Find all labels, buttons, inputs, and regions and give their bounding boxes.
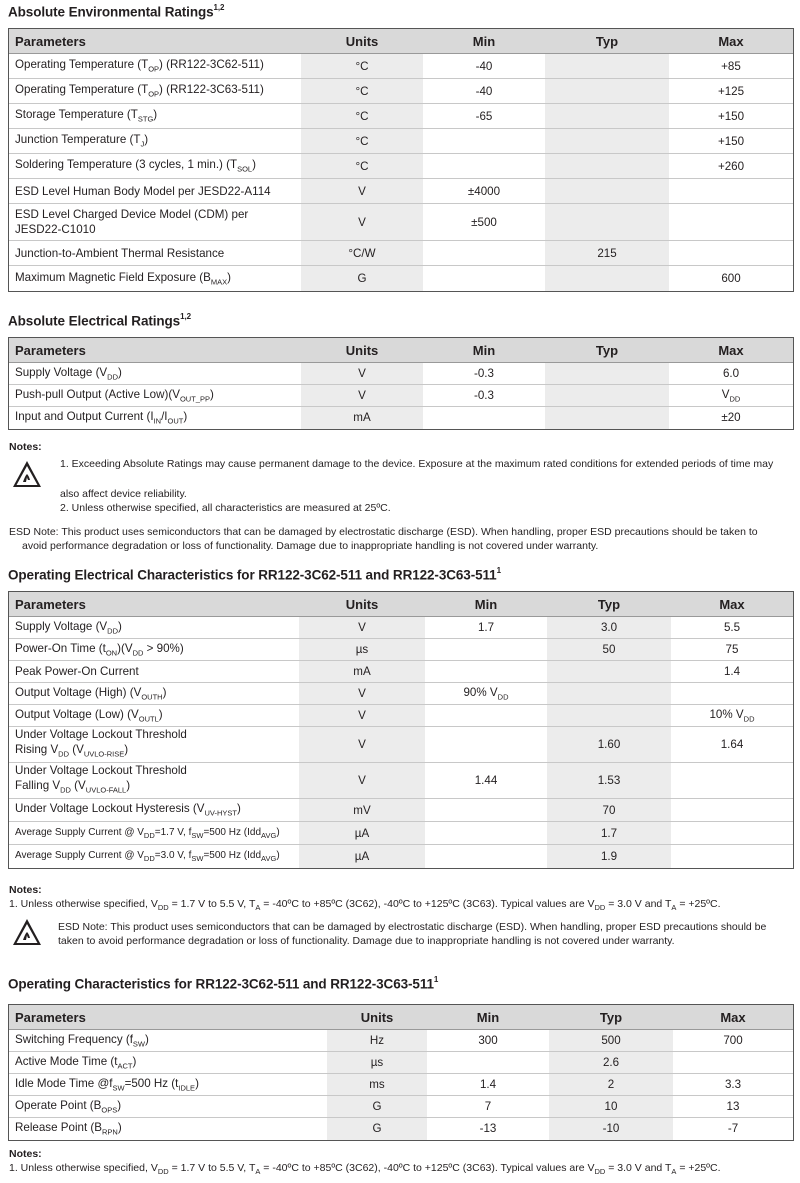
table-cell — [545, 154, 669, 179]
table-cell: Supply Voltage $(V_{DD})$ — [9, 617, 299, 639]
table-row — [9, 705, 793, 727]
table-cell: Average Supply Current @ $V_{DD}=3.0$ V, $f_{SW}=500$ Hz (Idd$_{AVG}$) — [15, 849, 280, 863]
table-cell: G — [301, 266, 423, 291]
table-cell: V — [299, 763, 425, 799]
table-cell: V — [301, 204, 423, 241]
abs-env-table — [8, 28, 794, 292]
notes-block: Notes: 1. Unless otherwise specified, $V_{DD} = 1.7$ V to 5.5 V, $T_A$ = -40ºC to +85ºC (3C62), -40ºC to +125ºC (3C63). Typical values are $V_{DD} = 3.0$ V and $T_A$ = +25ºC. — [9, 884, 721, 913]
table-cell: Maximum Magnetic Field Exposure $(B_{MAX})$ — [15, 270, 232, 286]
table-cell — [545, 104, 669, 129]
column-header: Units — [301, 29, 423, 54]
table-cell: °C — [301, 79, 423, 104]
table-cell: 13 — [673, 1096, 793, 1118]
column-header: Max — [669, 29, 793, 54]
table-row — [9, 822, 793, 845]
table-row — [9, 385, 793, 407]
table-cell: mV — [299, 799, 425, 822]
table-cell: Hz — [327, 1030, 427, 1052]
table-cell: ±20 — [721, 411, 741, 425]
table-cell: ±500 — [423, 204, 545, 241]
table-row — [9, 104, 793, 129]
table-cell: -40 — [423, 54, 545, 79]
table-cell: 1.60 — [547, 727, 671, 763]
table-cell: Peak Power-On Current — [9, 661, 299, 683]
table-row — [9, 154, 793, 179]
table-cell — [545, 79, 669, 104]
table-cell: Power-On Time $(t_{ON})(V_{DD} > 90\%)$ — [9, 639, 299, 661]
table-cell — [545, 385, 669, 407]
table-cell: mA — [299, 661, 425, 683]
table-cell: -7 — [727, 1122, 739, 1136]
column-header: Parameters — [9, 592, 299, 617]
table-cell: 215 — [545, 241, 669, 266]
table-cell — [547, 661, 671, 683]
table-row — [9, 617, 793, 639]
column-header: Units — [301, 338, 423, 363]
table-cell: Operate Point $(B_{OPS})$ — [9, 1096, 327, 1118]
table-cell: 6.0 — [669, 363, 793, 385]
table-cell: -65 — [423, 104, 545, 129]
table-row — [9, 79, 793, 104]
table-row — [9, 266, 793, 291]
table-cell: Soldering Temperature (3 cycles, 1 min.) $(T_{SOL})$ — [9, 154, 301, 179]
column-header: Units — [327, 1005, 427, 1030]
table-cell: µA — [299, 822, 425, 845]
table-cell: 10% $V_{DD}$ — [671, 705, 793, 727]
table-cell: µs — [299, 639, 425, 661]
table-cell: 600 — [721, 271, 741, 285]
table-cell: -0.3 — [423, 363, 545, 385]
table-cell — [425, 845, 547, 868]
table-cell: -10 — [549, 1118, 673, 1140]
table-cell — [545, 204, 669, 241]
column-header: Min — [427, 1005, 549, 1030]
table-cell — [671, 799, 793, 822]
table-cell: +85 — [669, 54, 793, 79]
table-cell: 3.0 — [547, 617, 671, 639]
table-cell: V — [301, 179, 423, 204]
table-cell: +150 — [669, 104, 793, 129]
table-row — [9, 683, 793, 705]
op-char-table — [8, 1004, 794, 1141]
table-cell: Output Voltage (High) $(V_{OUTH})$ — [9, 683, 299, 705]
header-row — [9, 592, 793, 617]
table-cell: Operating Temperature $(T_{OP})$ (RR122-3C62-511) — [9, 54, 301, 79]
table-cell: Supply Voltage $(V_{DD})$ — [9, 363, 301, 385]
table-cell: ±4000 — [423, 179, 545, 204]
table-cell: V — [301, 363, 423, 385]
abs-elec-section — [8, 313, 792, 329]
section-title: Absolute Environmental Ratings$^{1,2}$ — [8, 3, 225, 20]
table-cell: -40 — [423, 79, 545, 104]
table-cell — [425, 799, 547, 822]
table-cell — [545, 407, 669, 429]
table-cell: +260 — [669, 154, 793, 179]
table-cell: 300 — [427, 1030, 549, 1052]
table-cell — [423, 129, 545, 154]
table-cell: 2.6 — [549, 1052, 673, 1074]
table-cell: Average Supply Current @ $V_{DD}=1.7$ V, $f_{SW}=500$ Hz (Idd$_{AVG}$) — [9, 822, 299, 845]
table-row — [9, 763, 793, 799]
table-row — [9, 1030, 793, 1052]
table-cell: V — [299, 683, 425, 705]
table-cell: Storage Temperature $(T_{STG})$ — [9, 104, 301, 129]
table-row — [9, 1118, 793, 1140]
column-header: Parameters — [9, 1005, 327, 1030]
table-cell: Input and Output Current $(I_{IN}/I_{OUT})$ — [15, 410, 188, 426]
table-cell — [425, 705, 547, 727]
table-cell — [423, 266, 545, 291]
table-cell: 10 — [549, 1096, 673, 1118]
table-cell: µs — [327, 1052, 427, 1074]
column-header: Typ — [545, 29, 669, 54]
op-char-section — [8, 976, 792, 992]
table-cell: ESD Level Human Body Model per JESD22-A114 — [9, 179, 301, 204]
column-header: Parameters — [9, 29, 301, 54]
table-cell — [425, 639, 547, 661]
table-cell — [547, 683, 671, 705]
table-row — [9, 54, 793, 79]
column-header: Parameters — [9, 338, 301, 363]
table-row — [9, 727, 793, 763]
table-cell: °C — [301, 54, 423, 79]
table-cell: 1.7 — [547, 822, 671, 845]
abs-elec-table — [8, 337, 794, 430]
table-cell — [669, 204, 793, 241]
table-cell: 1.64 — [671, 727, 793, 763]
op-elec-section — [8, 567, 792, 583]
table-cell: 700 — [673, 1030, 793, 1052]
table-cell: Under Voltage Lockout Threshold Rising $V_{DD}$ $(V_{UVLO-RISE})$ — [9, 727, 299, 763]
abs-env-section — [8, 4, 792, 20]
table-cell — [545, 54, 669, 79]
table-cell: °C — [301, 129, 423, 154]
table-cell: 2 — [549, 1074, 673, 1096]
table-cell — [545, 179, 669, 204]
table-cell: 1.7 — [425, 617, 547, 639]
esd-note: ESD Note: This product uses semiconductors that can be damaged by electrostatic discharge (ESD). When handling, proper ESD precautions should be taken to avoid performance degradation or loss of functionality. Damage due to inappropriate handling is not covered under warranty. — [9, 526, 758, 552]
table-cell: 90% $V_{DD}$ — [425, 683, 547, 705]
table-cell: G — [327, 1096, 427, 1118]
table-cell — [669, 179, 793, 204]
table-cell — [423, 241, 545, 266]
table-cell: °C — [301, 104, 423, 129]
column-header: Max — [669, 338, 793, 363]
table-cell: mA — [301, 407, 423, 429]
table-cell: Push-pull Output (Active $Low)(V_{OUT\_PP})$ — [9, 385, 301, 407]
table-cell: 1.44 — [425, 763, 547, 799]
table-cell: 1.9 — [547, 845, 671, 868]
table-cell — [547, 705, 671, 727]
table-cell: °C/W — [301, 241, 423, 266]
section-title: Operating Characteristics for RR122-3C62-511 and $RR122-3C63-511^1$ — [8, 975, 439, 992]
table-cell: 5.5 — [671, 617, 793, 639]
table-cell: Junction-to-Ambient Thermal Resistance — [9, 241, 301, 266]
header-row — [9, 1005, 793, 1030]
table-cell — [545, 129, 669, 154]
table-cell: 7 — [427, 1096, 549, 1118]
table-cell — [545, 266, 669, 291]
table-cell: 75 — [671, 639, 793, 661]
table-cell — [427, 1052, 549, 1074]
table-cell — [423, 407, 545, 429]
header-row — [9, 338, 793, 363]
column-header: Min — [423, 338, 545, 363]
table-cell — [669, 241, 793, 266]
table-cell: 50 — [547, 639, 671, 661]
op-elec-table — [8, 591, 794, 869]
table-cell — [425, 727, 547, 763]
table-cell — [545, 363, 669, 385]
table-cell: 3.3 — [673, 1074, 793, 1096]
table-cell: Active Mode Time $(t_{ACT})$ — [9, 1052, 327, 1074]
table-cell: Junction Temperature $(T_J)$ — [9, 129, 301, 154]
table-cell: ms — [327, 1074, 427, 1096]
table-cell — [423, 154, 545, 179]
table-cell: Under Voltage Lockout Threshold Falling $V_{DD}$ $(V_{UVLO-FALL})$ — [9, 763, 299, 799]
table-cell — [425, 822, 547, 845]
table-cell: Idle Mode Time $@f_{SW}=500$ Hz $(t_{IDLE})$ — [9, 1074, 327, 1096]
esd-warning-icon — [12, 918, 42, 946]
table-cell: Operating Temperature $(T_{OP})$ (RR122-3C63-511) — [9, 79, 301, 104]
column-header: Typ — [545, 338, 669, 363]
section-title: Operating Electrical Characteristics for RR122-3C62-511 and $RR122-3C63-511^1$ — [8, 566, 501, 583]
table-cell: V — [299, 617, 425, 639]
table-row — [9, 129, 793, 154]
table-cell: V — [299, 727, 425, 763]
section-title: Absolute Electrical Ratings$^{1,2}$ — [8, 312, 191, 329]
table-cell — [673, 1052, 793, 1074]
esd-note: ESD Note: This product uses semiconductors that can be damaged by electrostatic discharge (ESD). When handling, proper ESD precautions should be taken to avoid performance degradation or loss of functionality. Damage due to inappropriate handling is not covered under warranty. — [58, 921, 767, 947]
table-row — [9, 639, 793, 661]
table-row — [9, 1096, 793, 1118]
table-cell: 70 — [547, 799, 671, 822]
table-cell: V — [301, 385, 423, 407]
column-header: Typ — [549, 1005, 673, 1030]
table-cell: 500 — [549, 1030, 673, 1052]
notes-list: 1. Exceeding Absolute Ratings may cause permanent damage to the device. Exposure at the maximum rated conditions for extended periods of time may — [60, 458, 774, 470]
column-header: Max — [673, 1005, 793, 1030]
table-cell: Output Voltage (Low) $(V_{OUTL})$ — [9, 705, 299, 727]
header-row — [9, 29, 793, 54]
table-row — [9, 407, 793, 429]
table-row — [9, 363, 793, 385]
column-header: Max — [671, 592, 793, 617]
table-cell — [671, 683, 793, 705]
table-cell: µA — [299, 845, 425, 868]
table-cell: Under Voltage Lockout Hysteresis $(V_{UV-HYST})$ — [9, 799, 299, 822]
table-cell: $V_{DD}$ — [669, 385, 793, 407]
table-cell: 1.53 — [547, 763, 671, 799]
table-row — [9, 845, 793, 868]
table-cell: °C — [301, 154, 423, 179]
table-cell: V — [299, 705, 425, 727]
table-row — [9, 1074, 793, 1096]
esd-warning-icon — [12, 460, 42, 488]
column-header: Units — [299, 592, 425, 617]
column-header: Min — [425, 592, 547, 617]
column-header: Typ — [547, 592, 671, 617]
table-cell: -13 — [479, 1122, 497, 1136]
table-cell: +150 — [669, 129, 793, 154]
table-cell: -0.3 — [423, 385, 545, 407]
table-row — [9, 204, 793, 241]
table-row — [9, 799, 793, 822]
table-row — [9, 661, 793, 683]
table-cell: 1.4 — [427, 1074, 549, 1096]
notes-block: Notes: — [9, 441, 42, 453]
table-cell: ESD Level Charged Device Model (CDM) per JESD22-C1010 — [9, 204, 301, 241]
notes-block: Notes: 1. Unless otherwise specified, $V_{DD} = 1.7$ V to 5.5 V, $T_A$ = -40ºC to +85ºC (3C62), -40ºC to +125ºC (3C63). Typical values are $V_{DD} = 3.0$ V and $T_A$ = +25ºC. — [9, 1148, 721, 1177]
table-cell: 1.4 — [671, 661, 793, 683]
table-row — [9, 241, 793, 266]
table-cell: Switching Frequency $(f_{SW})$ — [9, 1030, 327, 1052]
table-cell: +125 — [669, 79, 793, 104]
table-cell: Release Point $(B_{RPN})$ — [15, 1121, 122, 1137]
table-row — [9, 1052, 793, 1074]
table-cell — [671, 845, 793, 868]
table-cell — [671, 763, 793, 799]
table-cell — [425, 661, 547, 683]
table-row — [9, 179, 793, 204]
column-header: Min — [423, 29, 545, 54]
table-cell: G — [327, 1118, 427, 1140]
table-cell — [671, 822, 793, 845]
